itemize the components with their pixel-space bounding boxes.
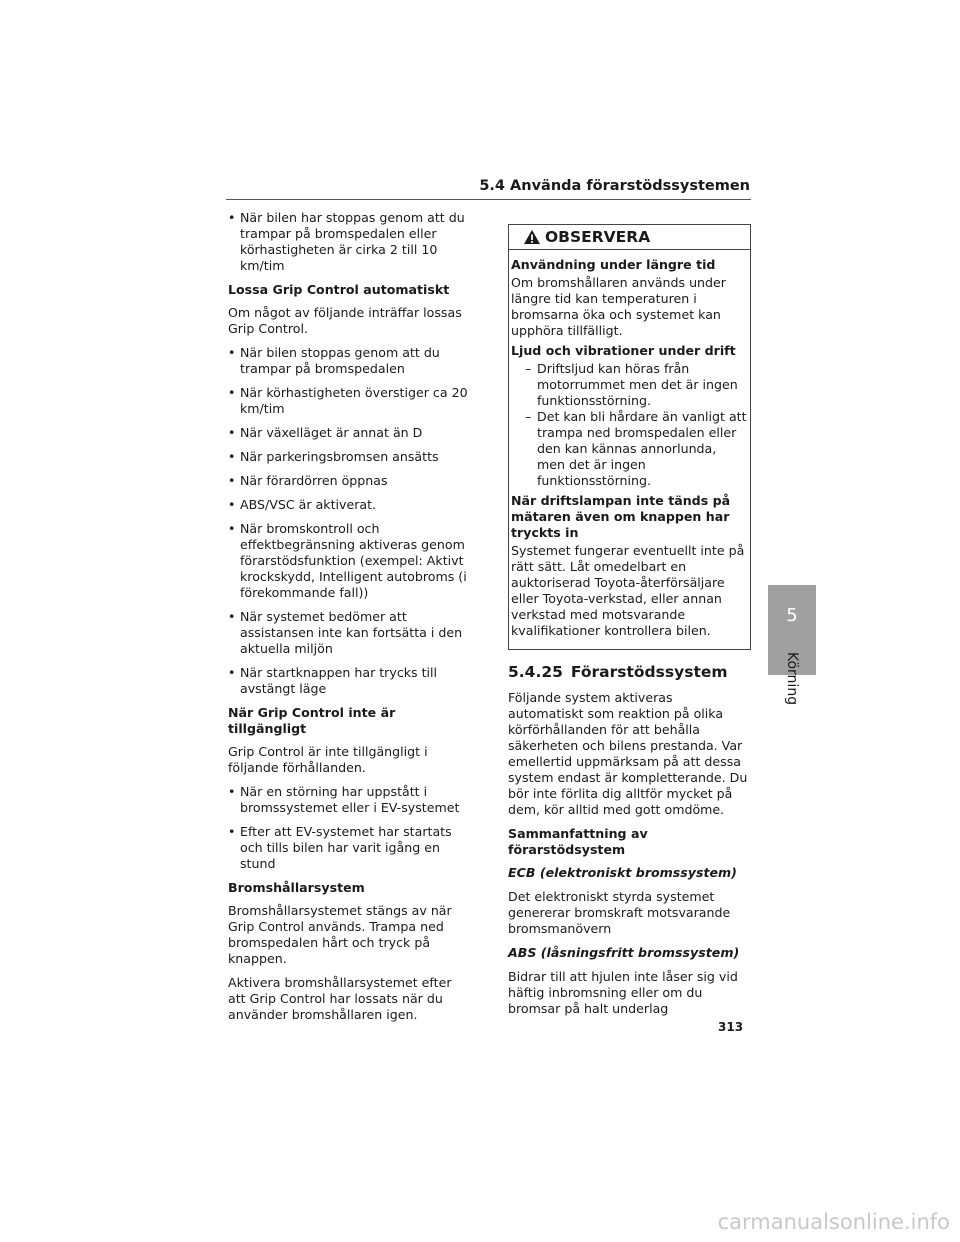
brakehold-paragraph-2: Aktivera bromshållarsystemet efter att Grip Control har lossats när du använder bromshållaren igen. (228, 975, 452, 1022)
top-bullet-list (228, 210, 468, 274)
caution-paragraph-3: Systemet fungerar eventuellt inte på rätt sätt. Låt omedelbart en auktoriserad Toyota-återförsäljare eller Toyota-verkstad, eller annan verkstad med motsvarande kvalifikationer kontrollera bilen. (511, 543, 745, 638)
caution-box (508, 224, 751, 650)
ecb-text: Det elektroniskt styrda systemet genererar bromskraft motsvarande bromsmanövern (508, 889, 731, 936)
caution-title: OBSERVERA (545, 228, 651, 246)
list-item: • När en störning har uppstått i bromssystemet eller i EV-systemet (228, 784, 468, 816)
list-item: • ABS/VSC är aktiverat. (228, 497, 468, 513)
warning-icon (523, 229, 541, 245)
list-item: – Det kan bli hårdare än vanligt att trampa ned bromspedalen eller den kan kännas annorlunda, men det är ingen funktionsstörning. (525, 409, 748, 489)
caution-body (509, 250, 750, 639)
list-item: • När växelläget är annat än D (228, 425, 468, 441)
section-title (508, 664, 751, 680)
list-item: • När bilen stoppas genom att du trampar på bromspedalen (228, 345, 468, 377)
list-item: • När parkeringsbromsen ansätts (228, 449, 468, 465)
caution-header (509, 225, 750, 250)
caution-heading-1: Användning under längre tid (511, 257, 716, 272)
abs-text: Bidrar till att hjulen inte låser sig vid häftig inbromsning eller om du bromsar på halt underlag (508, 969, 738, 1016)
page-number: 313 (718, 1020, 744, 1034)
brakehold-paragraph-1: Bromshållarsystemet stängs av när Grip Control används. Trampa ned bromspedalen hårt och tryck på knappen. (228, 903, 452, 966)
header-rule (226, 199, 751, 200)
heading-release: Lossa Grip Control automatiskt (228, 282, 450, 297)
running-header: 5.4 Använda förarstödssystemen (479, 178, 750, 194)
heading-unavailable: När Grip Control inte är tillgängligt (228, 705, 396, 736)
list-item: – Driftsljud kan höras från motorrummet men det är ingen funktionsstörning. (525, 361, 748, 409)
caution-heading-2: Ljud och vibrationer under drift (511, 343, 736, 358)
watermark: carmanualsonline.info (717, 1210, 950, 1234)
caution-dash-list (511, 361, 748, 489)
unavailable-intro: Grip Control är inte tillgängligt i följande förhållanden. (228, 744, 428, 775)
heading-brakehold: Bromshållarsystem (228, 880, 365, 895)
section-intro: Följande system aktiveras automatiskt som reaktion på olika körförhållanden för att behålla säkerheten och bilens prestanda. Var emellertid uppmärksam på att dessa system endast är kompletterande. Du bör inte förlita dig alltför mycket på dem, kör alltid med gott omdöme. (508, 690, 748, 817)
section-number: 5.4.25 (508, 663, 563, 681)
list-item: • När startknappen har trycks till avstängt läge (228, 665, 468, 697)
ecb-heading: ECB (elektroniskt bromssystem) (508, 865, 737, 880)
summary-heading: Sammanfattning av förarstödsystem (508, 826, 648, 857)
list-item: • När bromskontroll och effektbegränsning aktiveras genom förarstödsfunktion (exempel: Aktivt krockskydd, Intelligent autobroms (i förekommande fall)) (228, 521, 468, 601)
release-bullet-list (228, 345, 468, 697)
chapter-number: 5 (786, 605, 798, 626)
chapter-label: Körning (784, 652, 800, 706)
section-title-text: Förarstödssystem (570, 663, 728, 681)
list-item: • När systemet bedömer att assistansen inte kan fortsätta i den aktuella miljön (228, 609, 468, 657)
list-item: • Efter att EV-systemet har startats och tills bilen har varit igång en stund (228, 824, 468, 872)
caution-heading-3: När driftslampan inte tänds på mätaren även om knappen har tryckts in (511, 493, 731, 540)
list-item: • När körhastigheten överstiger ca 20 km/tim (228, 385, 468, 417)
list-item: • När förardörren öppnas (228, 473, 468, 489)
list-item: • När bilen har stoppas genom att du trampar på bromspedalen eller körhastigheten är cirka 2 till 10 km/tim (228, 210, 468, 274)
left-column (228, 210, 468, 1031)
abs-heading: ABS (låsningsfritt bromssystem) (508, 945, 740, 960)
caution-paragraph-1: Om bromshållaren används under längre tid kan temperaturen i bromsarna öka och systemet kan upphöra tillfälligt. (511, 275, 726, 338)
right-column (508, 224, 751, 1025)
release-intro: Om något av följande inträffar lossas Grip Control. (228, 305, 462, 336)
unavailable-bullet-list (228, 784, 468, 872)
